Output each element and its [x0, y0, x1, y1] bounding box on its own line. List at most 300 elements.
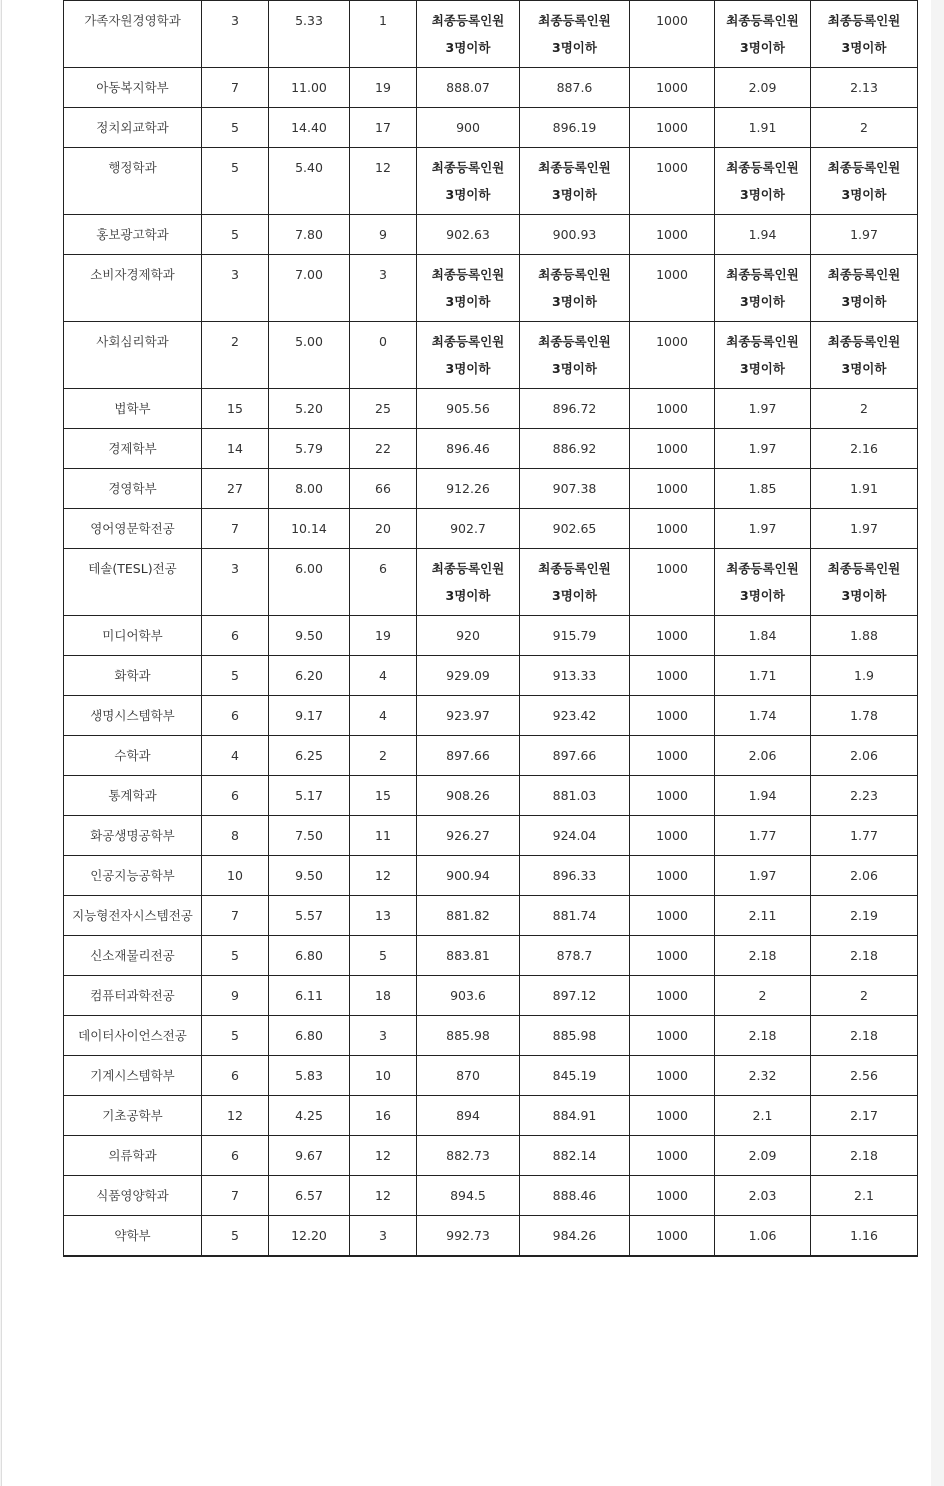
table-row	[64, 976, 918, 1016]
cell-department: 법학부	[64, 389, 202, 429]
cell-text-line: 최종등록인원	[827, 561, 901, 576]
cell-quota: 7	[202, 1176, 269, 1216]
cell-quota: 7	[202, 509, 269, 549]
cell-full-score: 1000	[630, 1096, 715, 1136]
cell-grade-a: 1.97	[715, 509, 811, 549]
cell-waitlist: 18	[350, 976, 417, 1016]
cell-score-a	[417, 1, 520, 68]
cell-quota: 3	[202, 1, 269, 68]
cell-text-line: 3명이하	[445, 361, 491, 376]
cell-grade-a	[715, 322, 811, 389]
cell-score-a: 896.46	[417, 429, 520, 469]
cell-grade-a: 1.94	[715, 215, 811, 255]
cell-full-score: 1000	[630, 976, 715, 1016]
cell-full-score: 1000	[630, 1056, 715, 1096]
cell-grade-b: 2	[811, 108, 918, 148]
cell-grade-a: 2.09	[715, 1136, 811, 1176]
cell-competition-rate: 4.25	[269, 1096, 350, 1136]
cell-score-b: 888.46	[520, 1176, 630, 1216]
table-row	[64, 1096, 918, 1136]
cell-quota: 6	[202, 776, 269, 816]
cell-grade-a: 2	[715, 976, 811, 1016]
cell-grade-a: 2.1	[715, 1096, 811, 1136]
cell-score-b	[520, 549, 630, 616]
cell-quota: 4	[202, 736, 269, 776]
table-row	[64, 816, 918, 856]
table-row	[64, 1, 918, 68]
cell-quota: 27	[202, 469, 269, 509]
cell-score-a: 888.07	[417, 68, 520, 108]
cell-full-score: 1000	[630, 936, 715, 976]
cell-full-score: 1000	[630, 68, 715, 108]
cell-score-a: 885.98	[417, 1016, 520, 1056]
cell-waitlist: 20	[350, 509, 417, 549]
table-row	[64, 896, 918, 936]
cell-competition-rate: 7.50	[269, 816, 350, 856]
cell-text-line: 최종등록인원	[538, 561, 611, 576]
cell-grade-a: 1.91	[715, 108, 811, 148]
cell-score-b: 984.26	[520, 1216, 630, 1257]
cell-grade-a: 2.03	[715, 1176, 811, 1216]
cell-grade-a: 2.32	[715, 1056, 811, 1096]
cell-competition-rate: 6.11	[269, 976, 350, 1016]
cell-score-b: 897.66	[520, 736, 630, 776]
cell-competition-rate: 7.80	[269, 215, 350, 255]
cell-score-b: 881.03	[520, 776, 630, 816]
cell-competition-rate: 8.00	[269, 469, 350, 509]
cell-text-line: 최종등록인원	[538, 13, 611, 28]
cell-grade-a: 2.18	[715, 1016, 811, 1056]
cell-department: 경제학부	[64, 429, 202, 469]
cell-score-b: 896.19	[520, 108, 630, 148]
cell-waitlist: 12	[350, 1136, 417, 1176]
cell-text-line: 최종등록인원	[431, 561, 505, 576]
cell-department: 소비자경제학과	[64, 255, 202, 322]
cell-competition-rate: 5.79	[269, 429, 350, 469]
cell-competition-rate: 10.14	[269, 509, 350, 549]
cell-full-score: 1000	[630, 1176, 715, 1216]
cell-quota: 6	[202, 1056, 269, 1096]
cell-text-line: 최종등록인원	[431, 160, 505, 175]
cell-competition-rate: 9.50	[269, 616, 350, 656]
cell-grade-a: 1.84	[715, 616, 811, 656]
cell-text-line: 3명이하	[740, 588, 785, 603]
cell-text-line: 3명이하	[445, 40, 491, 55]
cell-grade-b: 2	[811, 389, 918, 429]
cell-grade-a: 1.77	[715, 816, 811, 856]
table-row	[64, 856, 918, 896]
cell-competition-rate: 5.20	[269, 389, 350, 429]
cell-waitlist: 16	[350, 1096, 417, 1136]
cell-grade-a: 1.97	[715, 389, 811, 429]
cell-waitlist: 19	[350, 68, 417, 108]
cell-score-a: 900.94	[417, 856, 520, 896]
cell-score-a: 881.82	[417, 896, 520, 936]
cell-grade-b	[811, 322, 918, 389]
cell-department: 정치외교학과	[64, 108, 202, 148]
cell-text-line: 3명이하	[740, 187, 785, 202]
cell-grade-b	[811, 549, 918, 616]
cell-grade-b: 2.19	[811, 896, 918, 936]
cell-score-b: 900.93	[520, 215, 630, 255]
cell-department: 데이터사이언스전공	[64, 1016, 202, 1056]
cell-score-a: 920	[417, 616, 520, 656]
cell-department: 약학부	[64, 1216, 202, 1257]
cell-grade-b: 1.97	[811, 215, 918, 255]
cell-department: 컴퓨터과학전공	[64, 976, 202, 1016]
cell-waitlist: 11	[350, 816, 417, 856]
cell-quota: 5	[202, 148, 269, 215]
cell-grade-b: 1.77	[811, 816, 918, 856]
cell-score-a: 883.81	[417, 936, 520, 976]
cell-grade-b: 2.16	[811, 429, 918, 469]
cell-full-score: 1000	[630, 509, 715, 549]
cell-waitlist: 22	[350, 429, 417, 469]
cell-grade-a	[715, 148, 811, 215]
cell-competition-rate: 5.83	[269, 1056, 350, 1096]
cell-score-b: 845.19	[520, 1056, 630, 1096]
cell-department: 사회심리학과	[64, 322, 202, 389]
cell-full-score: 1000	[630, 469, 715, 509]
cell-quota: 5	[202, 1216, 269, 1257]
cell-waitlist: 0	[350, 322, 417, 389]
cell-score-b	[520, 148, 630, 215]
table-row	[64, 389, 918, 429]
cell-full-score: 1000	[630, 656, 715, 696]
cell-waitlist: 17	[350, 108, 417, 148]
cell-full-score: 1000	[630, 736, 715, 776]
cell-score-a	[417, 148, 520, 215]
cell-quota: 14	[202, 429, 269, 469]
cell-competition-rate: 6.57	[269, 1176, 350, 1216]
cell-text-line: 최종등록인원	[431, 334, 505, 349]
admission-results-table-container	[63, 0, 918, 1257]
cell-quota: 6	[202, 696, 269, 736]
cell-score-a: 882.73	[417, 1136, 520, 1176]
table-row	[64, 148, 918, 215]
cell-full-score: 1000	[630, 215, 715, 255]
cell-department: 인공지능공학부	[64, 856, 202, 896]
cell-score-b: 896.33	[520, 856, 630, 896]
cell-competition-rate: 12.20	[269, 1216, 350, 1257]
cell-text-line: 3명이하	[552, 361, 597, 376]
table-row	[64, 736, 918, 776]
cell-waitlist: 13	[350, 896, 417, 936]
cell-grade-a	[715, 255, 811, 322]
cell-grade-a: 1.06	[715, 1216, 811, 1257]
cell-score-b	[520, 1, 630, 68]
cell-score-b: 882.14	[520, 1136, 630, 1176]
cell-text-line: 최종등록인원	[726, 160, 799, 175]
cell-text-line: 3명이하	[841, 294, 887, 309]
cell-score-a: 900	[417, 108, 520, 148]
cell-full-score: 1000	[630, 322, 715, 389]
cell-waitlist: 3	[350, 1216, 417, 1257]
cell-full-score: 1000	[630, 389, 715, 429]
admission-results-table	[63, 0, 918, 1257]
cell-grade-a	[715, 1, 811, 68]
cell-grade-b: 2.18	[811, 1136, 918, 1176]
cell-department: 화공생명공학부	[64, 816, 202, 856]
cell-score-a: 903.6	[417, 976, 520, 1016]
cell-score-b: 902.65	[520, 509, 630, 549]
cell-score-b: 907.38	[520, 469, 630, 509]
cell-score-b: 886.92	[520, 429, 630, 469]
cell-text-line: 3명이하	[841, 588, 887, 603]
cell-department: 지능형전자시스템전공	[64, 896, 202, 936]
cell-waitlist: 3	[350, 255, 417, 322]
cell-competition-rate: 14.40	[269, 108, 350, 148]
cell-quota: 6	[202, 616, 269, 656]
cell-text-line: 최종등록인원	[431, 267, 505, 282]
cell-grade-a: 1.97	[715, 429, 811, 469]
cell-score-b: 881.74	[520, 896, 630, 936]
cell-competition-rate: 6.25	[269, 736, 350, 776]
cell-full-score: 1000	[630, 1016, 715, 1056]
table-row	[64, 1216, 918, 1257]
cell-competition-rate: 5.57	[269, 896, 350, 936]
cell-grade-b: 2.13	[811, 68, 918, 108]
cell-competition-rate: 5.33	[269, 1, 350, 68]
cell-text-line: 3명이하	[552, 187, 597, 202]
cell-text-line: 최종등록인원	[538, 267, 611, 282]
cell-waitlist: 6	[350, 549, 417, 616]
cell-grade-a: 1.94	[715, 776, 811, 816]
cell-full-score: 1000	[630, 616, 715, 656]
cell-quota: 5	[202, 215, 269, 255]
cell-grade-b: 1.97	[811, 509, 918, 549]
cell-quota: 5	[202, 1016, 269, 1056]
cell-text-line: 최종등록인원	[538, 160, 611, 175]
cell-text-line: 최종등록인원	[827, 267, 901, 282]
cell-department: 행정학과	[64, 148, 202, 215]
cell-competition-rate: 6.80	[269, 1016, 350, 1056]
cell-waitlist: 3	[350, 1016, 417, 1056]
cell-department: 테솔(TESL)전공	[64, 549, 202, 616]
cell-waitlist: 10	[350, 1056, 417, 1096]
cell-text-line: 3명이하	[740, 294, 785, 309]
cell-text-line: 최종등록인원	[726, 267, 799, 282]
cell-competition-rate: 5.40	[269, 148, 350, 215]
cell-waitlist: 4	[350, 656, 417, 696]
cell-text-line: 3명이하	[841, 361, 887, 376]
cell-quota: 12	[202, 1096, 269, 1136]
cell-score-a: 912.26	[417, 469, 520, 509]
cell-full-score: 1000	[630, 776, 715, 816]
cell-department: 경영학부	[64, 469, 202, 509]
cell-quota: 15	[202, 389, 269, 429]
cell-department: 영어영문학전공	[64, 509, 202, 549]
table-row	[64, 1136, 918, 1176]
cell-score-a: 929.09	[417, 656, 520, 696]
cell-text-line: 3명이하	[552, 294, 597, 309]
table-row	[64, 656, 918, 696]
cell-grade-b: 2.18	[811, 1016, 918, 1056]
cell-full-score: 1000	[630, 1, 715, 68]
cell-competition-rate: 11.00	[269, 68, 350, 108]
cell-text-line: 3명이하	[445, 187, 491, 202]
cell-score-a: 902.7	[417, 509, 520, 549]
cell-full-score: 1000	[630, 856, 715, 896]
cell-quota: 7	[202, 896, 269, 936]
cell-waitlist: 4	[350, 696, 417, 736]
cell-department: 화학과	[64, 656, 202, 696]
cell-text-line: 3명이하	[445, 294, 491, 309]
table-row	[64, 616, 918, 656]
cell-text-line: 3명이하	[740, 40, 785, 55]
cell-waitlist: 9	[350, 215, 417, 255]
cell-waitlist: 66	[350, 469, 417, 509]
cell-waitlist: 25	[350, 389, 417, 429]
cell-department: 수학과	[64, 736, 202, 776]
cell-score-a: 894	[417, 1096, 520, 1136]
cell-grade-a: 2.06	[715, 736, 811, 776]
table-row	[64, 1176, 918, 1216]
cell-grade-a: 2.09	[715, 68, 811, 108]
table-body	[64, 1, 918, 1257]
cell-department: 가족자원경영학과	[64, 1, 202, 68]
cell-grade-a: 2.11	[715, 896, 811, 936]
cell-quota: 8	[202, 816, 269, 856]
cell-score-a	[417, 322, 520, 389]
cell-waitlist: 5	[350, 936, 417, 976]
cell-quota: 5	[202, 656, 269, 696]
cell-competition-rate: 5.17	[269, 776, 350, 816]
cell-score-b: 897.12	[520, 976, 630, 1016]
cell-grade-a: 1.74	[715, 696, 811, 736]
cell-competition-rate: 9.67	[269, 1136, 350, 1176]
cell-text-line: 3명이하	[445, 588, 491, 603]
cell-grade-b: 1.9	[811, 656, 918, 696]
table-row	[64, 696, 918, 736]
cell-score-b	[520, 255, 630, 322]
cell-text-line: 최종등록인원	[726, 13, 799, 28]
cell-competition-rate: 9.17	[269, 696, 350, 736]
table-row	[64, 215, 918, 255]
table-row	[64, 936, 918, 976]
cell-score-a	[417, 255, 520, 322]
cell-grade-b	[811, 1, 918, 68]
cell-grade-b: 1.88	[811, 616, 918, 656]
cell-score-b	[520, 322, 630, 389]
cell-text-line: 최종등록인원	[538, 334, 611, 349]
cell-text-line: 3명이하	[552, 588, 597, 603]
cell-text-line: 3명이하	[552, 40, 597, 55]
cell-department: 미디어학부	[64, 616, 202, 656]
cell-grade-b	[811, 148, 918, 215]
cell-department: 홍보광고학과	[64, 215, 202, 255]
cell-grade-b	[811, 255, 918, 322]
cell-grade-b: 2	[811, 976, 918, 1016]
cell-full-score: 1000	[630, 429, 715, 469]
cell-grade-b: 1.91	[811, 469, 918, 509]
cell-text-line: 최종등록인원	[431, 13, 505, 28]
cell-text-line: 최종등록인원	[827, 13, 901, 28]
cell-competition-rate: 6.00	[269, 549, 350, 616]
cell-score-a	[417, 549, 520, 616]
cell-quota: 5	[202, 108, 269, 148]
cell-grade-b: 1.16	[811, 1216, 918, 1257]
cell-full-score: 1000	[630, 255, 715, 322]
cell-quota: 5	[202, 936, 269, 976]
cell-department: 신소재물리전공	[64, 936, 202, 976]
cell-quota: 9	[202, 976, 269, 1016]
cell-full-score: 1000	[630, 148, 715, 215]
cell-full-score: 1000	[630, 896, 715, 936]
cell-grade-b: 2.06	[811, 736, 918, 776]
table-row	[64, 1016, 918, 1056]
cell-department: 기계시스템학부	[64, 1056, 202, 1096]
cell-score-b: 913.33	[520, 656, 630, 696]
cell-text-line: 3명이하	[841, 40, 887, 55]
cell-score-a: 894.5	[417, 1176, 520, 1216]
cell-full-score: 1000	[630, 696, 715, 736]
cell-text-line: 최종등록인원	[827, 334, 901, 349]
cell-score-b: 924.04	[520, 816, 630, 856]
cell-quota: 6	[202, 1136, 269, 1176]
cell-grade-a: 2.18	[715, 936, 811, 976]
cell-grade-a	[715, 549, 811, 616]
cell-score-a: 908.26	[417, 776, 520, 816]
cell-grade-b: 1.78	[811, 696, 918, 736]
cell-competition-rate: 5.00	[269, 322, 350, 389]
cell-score-a: 897.66	[417, 736, 520, 776]
cell-quota: 3	[202, 255, 269, 322]
cell-department: 생명시스템학부	[64, 696, 202, 736]
table-row	[64, 68, 918, 108]
cell-waitlist: 19	[350, 616, 417, 656]
cell-score-b: 896.72	[520, 389, 630, 429]
table-row	[64, 108, 918, 148]
cell-department: 의류학과	[64, 1136, 202, 1176]
cell-full-score: 1000	[630, 1216, 715, 1257]
cell-grade-b: 2.23	[811, 776, 918, 816]
cell-score-a: 923.97	[417, 696, 520, 736]
table-row	[64, 776, 918, 816]
cell-score-a: 905.56	[417, 389, 520, 429]
cell-waitlist: 15	[350, 776, 417, 816]
cell-waitlist: 12	[350, 1176, 417, 1216]
cell-score-b: 884.91	[520, 1096, 630, 1136]
cell-waitlist: 2	[350, 736, 417, 776]
table-row	[64, 549, 918, 616]
cell-full-score: 1000	[630, 549, 715, 616]
table-row	[64, 509, 918, 549]
cell-waitlist: 1	[350, 1, 417, 68]
cell-score-a: 870	[417, 1056, 520, 1096]
cell-text-line: 3명이하	[841, 187, 887, 202]
cell-quota: 2	[202, 322, 269, 389]
cell-score-b: 887.6	[520, 68, 630, 108]
cell-grade-a: 1.85	[715, 469, 811, 509]
cell-waitlist: 12	[350, 856, 417, 896]
cell-grade-b: 2.1	[811, 1176, 918, 1216]
cell-text-line: 최종등록인원	[827, 160, 901, 175]
cell-grade-a: 1.71	[715, 656, 811, 696]
cell-score-b: 878.7	[520, 936, 630, 976]
cell-department: 통계학과	[64, 776, 202, 816]
cell-text-line: 최종등록인원	[726, 561, 799, 576]
cell-department: 기초공학부	[64, 1096, 202, 1136]
cell-department: 아동복지학부	[64, 68, 202, 108]
cell-score-b: 915.79	[520, 616, 630, 656]
cell-grade-a: 1.97	[715, 856, 811, 896]
cell-competition-rate: 6.80	[269, 936, 350, 976]
cell-quota: 3	[202, 549, 269, 616]
cell-full-score: 1000	[630, 108, 715, 148]
cell-full-score: 1000	[630, 816, 715, 856]
cell-full-score: 1000	[630, 1136, 715, 1176]
